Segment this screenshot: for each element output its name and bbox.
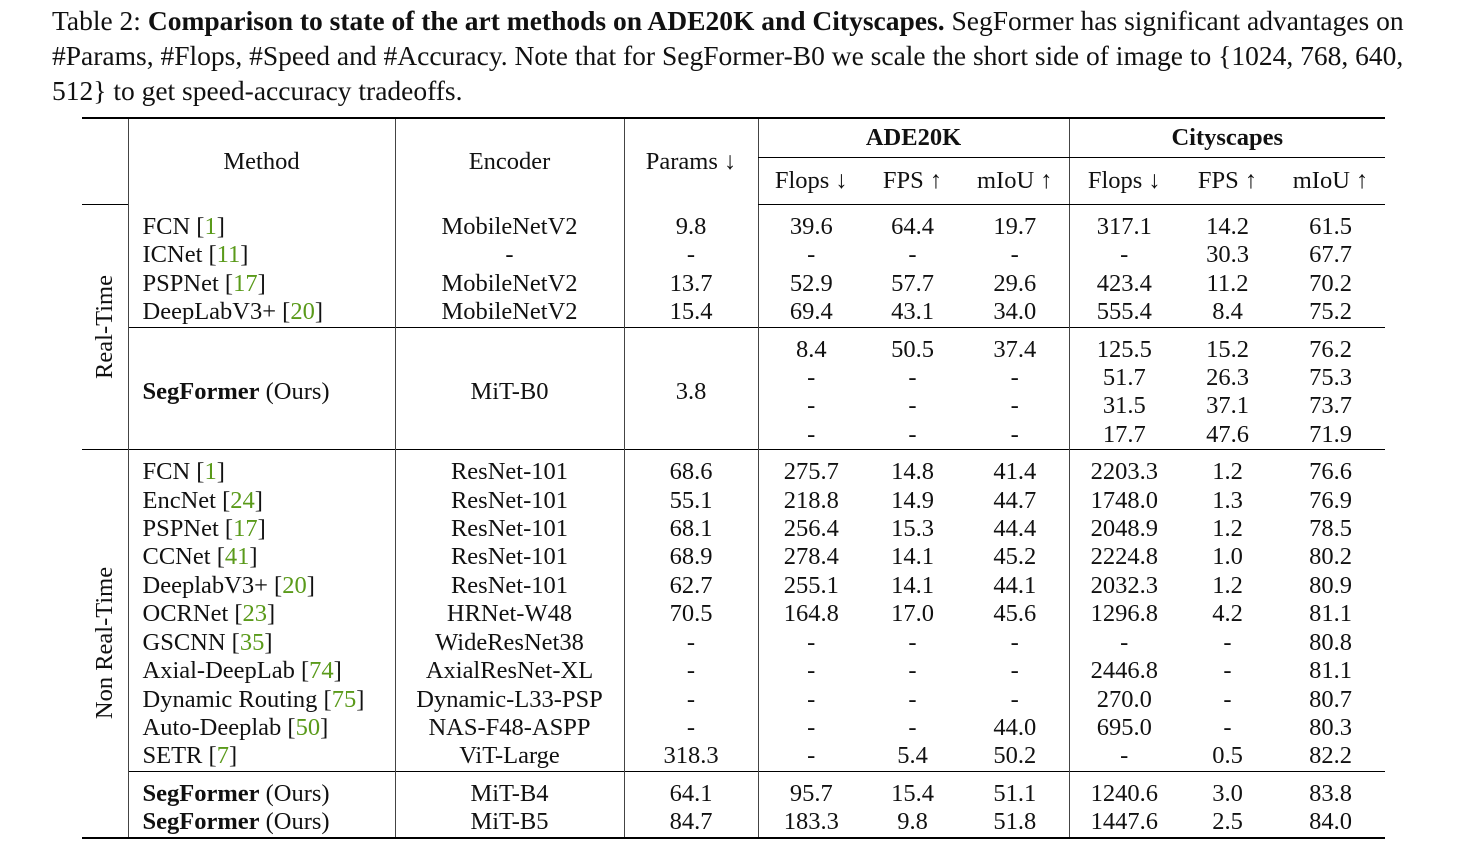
encoder-cell: ResNet-101 xyxy=(395,515,624,543)
city-flops-cell: 1748.0 xyxy=(1069,487,1179,515)
table-row xyxy=(82,780,1385,808)
table-row xyxy=(82,629,1385,657)
city-fps-cell: 1.2 xyxy=(1212,458,1243,486)
citation-link[interactable]: 17 xyxy=(233,515,258,543)
ade-fps-cell: 43.1 xyxy=(891,298,934,326)
row-spacer xyxy=(82,771,1385,780)
ade-flops-cell: 218.8 xyxy=(758,487,864,515)
table-row xyxy=(82,686,1385,714)
ade-flops-cell: 256.4 xyxy=(758,515,864,543)
method-cell xyxy=(128,808,395,837)
ade-miou-cell: 37.4 xyxy=(993,335,1037,363)
method-cell: ICNet [11] xyxy=(128,241,395,269)
encoder-cell: - xyxy=(395,241,624,269)
city-miou-cell: 81.1 xyxy=(1309,657,1352,685)
ade-flops-cell: - xyxy=(758,392,864,420)
ade-fps-cell: 14.9 xyxy=(891,486,934,514)
header-cityscapes: Cityscapes xyxy=(1069,118,1385,158)
params-cell: 70.5 xyxy=(624,600,758,628)
method-name: Auto-Deeplab xyxy=(142,713,282,741)
city-flops-cell: 270.0 xyxy=(1069,686,1179,714)
city-miou-cell: 82.2 xyxy=(1309,742,1352,770)
encoder-cell: MiT-B5 xyxy=(395,808,624,837)
city-miou-cell: 80.8 xyxy=(1309,628,1352,656)
ade-miou-cell: 44.7 xyxy=(993,486,1037,514)
header-encoder: Encoder xyxy=(395,118,624,205)
params-cell: 84.7 xyxy=(624,808,758,837)
city-fps-cell: 47.6 xyxy=(1206,420,1249,448)
table-row xyxy=(82,241,1385,269)
city-flops-cell: - xyxy=(1069,742,1179,771)
city-miou-cell: 71.9 xyxy=(1309,420,1352,448)
row-spacer xyxy=(82,205,1385,214)
city-flops-cell: 51.7 xyxy=(1069,364,1179,392)
ade-fps-cell: 50.5 xyxy=(891,335,934,363)
ade-fps-cell: - xyxy=(908,657,917,685)
method-name: PSPNet xyxy=(142,269,219,297)
ade-miou-cell: - xyxy=(1010,364,1019,392)
params-cell: 15.4 xyxy=(624,298,758,327)
ade-fps-cell: - xyxy=(908,241,917,269)
city-fps-cell: - xyxy=(1223,713,1232,741)
city-fps-cell: 30.3 xyxy=(1206,241,1249,269)
ade-flops-cell: 69.4 xyxy=(758,298,864,327)
ade-flops-cell: 8.4 xyxy=(758,336,864,364)
city-fps-cell: 1.2 xyxy=(1212,571,1243,599)
citation-link[interactable]: 1 xyxy=(204,458,217,486)
city-miou-cell: 75.2 xyxy=(1309,298,1352,326)
method-name: SegFormer xyxy=(142,779,260,807)
city-fps-cell: 0.5 xyxy=(1212,742,1243,770)
table-row xyxy=(82,657,1385,685)
method-name: FCN xyxy=(142,458,191,486)
table-row xyxy=(82,270,1385,298)
table-row xyxy=(82,572,1385,600)
table-row xyxy=(82,298,1385,327)
params-cell: 64.1 xyxy=(624,780,758,808)
params-cell: - xyxy=(624,241,758,269)
ade-fps-cell: - xyxy=(908,628,917,656)
ade-flops-cell: - xyxy=(758,714,864,742)
method-name: SETR xyxy=(142,742,203,770)
citation-link[interactable]: 35 xyxy=(239,628,265,656)
city-fps-cell: 37.1 xyxy=(1206,392,1249,420)
ade-fps-cell: 57.7 xyxy=(891,269,934,297)
ade-flops-cell: 183.3 xyxy=(758,808,864,837)
ade-miou-cell: 51.8 xyxy=(961,808,1069,837)
city-flops-cell: - xyxy=(1069,241,1179,269)
caption-text: SegFormer has significant advantages on #Params, #Flops, #Speed and #Accuracy. Note that for SegFormer-B0 we scale the short side of image to {1024, 768, 640, 512} to get speed-accuracy tradeoffs. xyxy=(52,5,1404,106)
method-name: GSCNN xyxy=(142,628,226,656)
citation-link[interactable]: 17 xyxy=(233,269,258,297)
city-fps-cell: 11.2 xyxy=(1206,269,1249,297)
table-row xyxy=(82,487,1385,515)
params-cell: 318.3 xyxy=(624,742,758,771)
ade-miou-cell: 51.1 xyxy=(993,779,1037,807)
params-cell: 68.6 xyxy=(624,458,758,486)
ade-flops-cell: - xyxy=(758,241,864,269)
ade-flops-cell: 164.8 xyxy=(758,600,864,628)
city-miou-cell: 70.2 xyxy=(1309,269,1352,297)
city-flops-cell: 31.5 xyxy=(1069,392,1179,420)
city-flops-cell: 423.4 xyxy=(1069,270,1179,298)
params-cell: - xyxy=(624,714,758,742)
city-miou-cell: 84.0 xyxy=(1276,808,1385,837)
params-cell: - xyxy=(624,629,758,657)
encoder-cell: NAS-F48-ASPP xyxy=(395,714,624,742)
city-flops-cell: 317.1 xyxy=(1069,213,1179,241)
method-name: OCRNet xyxy=(142,600,229,628)
method-name: SegFormer xyxy=(142,808,260,836)
encoder-cell: MiT-B4 xyxy=(395,780,624,808)
method-name: ICNet xyxy=(142,241,203,269)
header-ade20k: ADE20K xyxy=(758,118,1069,158)
city-flops-cell: - xyxy=(1069,629,1179,657)
city-flops-cell: 695.0 xyxy=(1069,714,1179,742)
ade-fps-cell: 14.8 xyxy=(891,458,934,486)
city-miou-cell: 76.2 xyxy=(1309,335,1352,363)
method-cell xyxy=(128,780,395,808)
ade-flops-cell: - xyxy=(758,657,864,685)
ade-fps-cell: 14.1 xyxy=(891,571,934,599)
city-fps-cell: - xyxy=(1223,628,1232,656)
method-cell: SETR [7] xyxy=(128,742,395,771)
city-fps-cell: 14.2 xyxy=(1206,213,1249,240)
table-caption xyxy=(52,3,1437,108)
method-cell: CCNet [41] xyxy=(128,543,395,571)
ade-fps-cell: 15.3 xyxy=(891,515,934,543)
ade-fps-cell: - xyxy=(908,685,917,713)
results-table xyxy=(82,117,1385,839)
method-cell: OCRNet [23] xyxy=(128,600,395,628)
city-flops-cell: 2203.3 xyxy=(1069,458,1179,486)
header-ade-fps: FPS ↑ xyxy=(864,158,961,205)
ade-fps-cell: 9.8 xyxy=(864,808,961,837)
method-cell: Dynamic Routing [75] xyxy=(128,686,395,714)
city-fps-cell: 8.4 xyxy=(1212,298,1243,326)
citation-link[interactable]: 20 xyxy=(282,571,307,599)
city-miou-cell: 75.3 xyxy=(1309,364,1352,392)
ade-flops-cell: - xyxy=(758,421,864,450)
city-flops-cell: 2224.8 xyxy=(1069,543,1179,571)
ade-flops-cell: 39.6 xyxy=(758,213,864,241)
caption-label: Table 2: xyxy=(52,5,141,36)
encoder-cell: MobileNetV2 xyxy=(395,298,624,327)
citation-link[interactable]: 50 xyxy=(295,713,321,741)
table-row xyxy=(82,458,1385,486)
city-miou-cell: 80.2 xyxy=(1309,543,1352,571)
encoder-cell: Dynamic-L33-PSP xyxy=(395,686,624,714)
city-fps-cell: 4.2 xyxy=(1212,600,1243,628)
citation-link[interactable]: 23 xyxy=(242,600,268,628)
params-cell: 55.1 xyxy=(624,487,758,515)
method-cell xyxy=(128,336,395,450)
table-row xyxy=(82,742,1385,771)
ade-flops-cell: - xyxy=(758,629,864,657)
table-row xyxy=(82,336,1385,364)
ade-miou-cell: 29.6 xyxy=(993,269,1037,297)
method-name: FCN xyxy=(142,213,191,240)
city-miou-cell: 76.6 xyxy=(1309,458,1352,486)
city-fps-cell: 3.0 xyxy=(1212,779,1243,807)
method-suffix: (Ours) xyxy=(265,779,330,807)
citation-link[interactable]: 1 xyxy=(204,213,217,240)
city-miou-cell: 80.7 xyxy=(1309,685,1352,713)
city-flops-cell: 1447.6 xyxy=(1069,808,1179,837)
encoder-cell: WideResNet38 xyxy=(395,629,624,657)
table-row xyxy=(82,515,1385,543)
header-city-flops: Flops ↓ xyxy=(1069,158,1179,205)
method-cell: PSPNet [17] xyxy=(128,270,395,298)
citation-link[interactable]: 7 xyxy=(216,742,229,770)
citation-link[interactable]: 75 xyxy=(331,685,357,713)
ade-miou-cell: - xyxy=(1010,241,1019,269)
params-cell: 9.8 xyxy=(624,213,758,241)
encoder-cell: MobileNetV2 xyxy=(395,270,624,298)
city-fps-cell: 1.0 xyxy=(1212,543,1243,571)
city-fps-cell: 26.3 xyxy=(1206,364,1249,392)
encoder-cell: HRNet-W48 xyxy=(395,600,624,628)
table-row xyxy=(82,808,1385,837)
ade-miou-cell: - xyxy=(1010,628,1019,656)
ade-flops-cell: - xyxy=(758,686,864,714)
method-name: EncNet xyxy=(142,486,216,514)
method-cell: FCN [1] xyxy=(128,458,395,486)
header-city-fps: FPS ↑ xyxy=(1179,158,1276,205)
method-suffix: (Ours) xyxy=(265,378,330,406)
citation-link[interactable]: 24 xyxy=(230,486,255,514)
citation-link[interactable]: 74 xyxy=(309,657,334,685)
ade-miou-cell: 41.4 xyxy=(993,458,1037,486)
params-cell: 68.9 xyxy=(624,543,758,571)
ade-miou-cell: - xyxy=(1010,420,1019,448)
city-miou-cell: 76.9 xyxy=(1309,486,1352,514)
table-row xyxy=(82,213,1385,241)
encoder-cell: MiT-B0 xyxy=(395,336,624,450)
params-cell: 62.7 xyxy=(624,572,758,600)
header-ade-miou: mIoU ↑ xyxy=(961,158,1069,205)
method-cell: Axial-DeepLab [74] xyxy=(128,657,395,685)
ade-flops-cell: 275.7 xyxy=(758,458,864,486)
citation-link[interactable]: 41 xyxy=(224,543,250,571)
params-cell: 68.1 xyxy=(624,515,758,543)
row-spacer xyxy=(82,327,1385,336)
encoder-cell: ResNet-101 xyxy=(395,458,624,486)
city-fps-cell: 2.5 xyxy=(1179,808,1276,837)
method-name: PSPNet xyxy=(142,515,219,543)
ade-fps-cell: - xyxy=(908,364,917,392)
city-miou-cell: 81.1 xyxy=(1309,600,1352,628)
header-method: Method xyxy=(128,118,395,205)
ade-miou-cell: - xyxy=(1010,392,1019,420)
method-name: Dynamic Routing xyxy=(142,685,318,713)
method-cell: FCN [1] xyxy=(128,213,395,241)
ade-miou-cell: - xyxy=(1010,657,1019,685)
city-fps-cell: 15.2 xyxy=(1206,335,1249,363)
ade-miou-cell: 50.2 xyxy=(993,742,1037,770)
citation-link[interactable]: 11 xyxy=(216,241,241,269)
method-suffix: (Ours) xyxy=(265,808,330,836)
city-miou-cell: 78.5 xyxy=(1309,515,1352,543)
table-row xyxy=(82,714,1385,742)
method-name: DeeplabV3+ xyxy=(142,571,268,599)
encoder-cell: ViT-Large xyxy=(395,742,624,771)
group-label: Non Real-Time xyxy=(90,567,118,720)
ade-flops-cell: 52.9 xyxy=(758,270,864,298)
city-flops-cell: 2446.8 xyxy=(1069,657,1179,685)
encoder-cell: AxialResNet-XL xyxy=(395,657,624,685)
header-city-miou: mIoU ↑ xyxy=(1276,158,1385,205)
header-params: Params ↓ xyxy=(624,118,758,205)
city-flops-cell: 125.5 xyxy=(1069,336,1179,364)
group-divider xyxy=(82,450,1385,458)
params-cell: 3.8 xyxy=(624,336,758,450)
ade-flops-cell: 95.7 xyxy=(758,780,864,808)
ade-miou-cell: - xyxy=(1010,685,1019,713)
encoder-cell: ResNet-101 xyxy=(395,487,624,515)
encoder-cell: ResNet-101 xyxy=(395,572,624,600)
city-miou-cell: 67.7 xyxy=(1309,241,1352,269)
ade-flops-cell: 278.4 xyxy=(758,543,864,571)
city-miou-cell: 80.3 xyxy=(1309,713,1352,741)
city-miou-cell: 83.8 xyxy=(1309,779,1352,807)
ade-miou-cell: 19.7 xyxy=(993,213,1037,240)
city-flops-cell: 2032.3 xyxy=(1069,572,1179,600)
ade-fps-cell: 5.4 xyxy=(897,742,928,770)
method-cell: Auto-Deeplab [50] xyxy=(128,714,395,742)
city-flops-cell: 1240.6 xyxy=(1069,780,1179,808)
city-flops-cell: 1296.8 xyxy=(1069,600,1179,628)
group-label: Real-Time xyxy=(90,275,118,380)
ade-miou-cell: 34.0 xyxy=(993,298,1037,326)
method-cell: DeepLabV3+ [20] xyxy=(128,298,395,327)
city-miou-cell: 80.9 xyxy=(1309,571,1352,599)
params-cell: - xyxy=(624,686,758,714)
encoder-cell: ResNet-101 xyxy=(395,543,624,571)
ade-fps-cell: 17.0 xyxy=(891,600,934,628)
city-flops-cell: 17.7 xyxy=(1069,421,1179,450)
table-row xyxy=(82,600,1385,628)
method-name: Axial-DeepLab xyxy=(142,657,295,685)
ade-miou-cell: 44.0 xyxy=(993,713,1037,741)
params-cell: - xyxy=(624,657,758,685)
params-cell: 13.7 xyxy=(624,270,758,298)
ade-flops-cell: 255.1 xyxy=(758,572,864,600)
ade-fps-cell: - xyxy=(908,713,917,741)
city-flops-cell: 2048.9 xyxy=(1069,515,1179,543)
caption-title: Comparison to state of the art methods on ADE20K and Cityscapes. xyxy=(147,5,945,36)
city-fps-cell: 1.3 xyxy=(1212,486,1243,514)
method-cell: PSPNet [17] xyxy=(128,515,395,543)
header-ade-flops: Flops ↓ xyxy=(758,158,864,205)
method-name: DeepLabV3+ xyxy=(142,298,277,326)
method-cell: EncNet [24] xyxy=(128,487,395,515)
ade-fps-cell: - xyxy=(908,420,917,448)
ade-miou-cell: 44.1 xyxy=(993,571,1037,599)
city-fps-cell: 1.2 xyxy=(1212,515,1243,543)
citation-link[interactable]: 20 xyxy=(290,298,315,326)
method-name: SegFormer xyxy=(142,378,260,406)
city-miou-cell: 61.5 xyxy=(1309,213,1352,240)
ade-fps-cell: 64.4 xyxy=(891,213,934,240)
table-row xyxy=(82,543,1385,571)
ade-flops-cell: - xyxy=(758,742,864,771)
method-name: CCNet xyxy=(142,543,211,571)
city-fps-cell: - xyxy=(1223,685,1232,713)
method-cell: GSCNN [35] xyxy=(128,629,395,657)
method-cell: DeeplabV3+ [20] xyxy=(128,572,395,600)
ade-flops-cell: - xyxy=(758,364,864,392)
ade-miou-cell: 45.2 xyxy=(993,543,1037,571)
city-flops-cell: 555.4 xyxy=(1069,298,1179,327)
ade-miou-cell: 44.4 xyxy=(993,515,1037,543)
city-fps-cell: - xyxy=(1223,657,1232,685)
ade-fps-cell: - xyxy=(908,392,917,420)
ade-fps-cell: 15.4 xyxy=(891,779,934,807)
ade-fps-cell: 14.1 xyxy=(891,543,934,571)
ade-miou-cell: 45.6 xyxy=(993,600,1037,628)
city-miou-cell: 73.7 xyxy=(1309,392,1352,420)
encoder-cell: MobileNetV2 xyxy=(395,213,624,241)
